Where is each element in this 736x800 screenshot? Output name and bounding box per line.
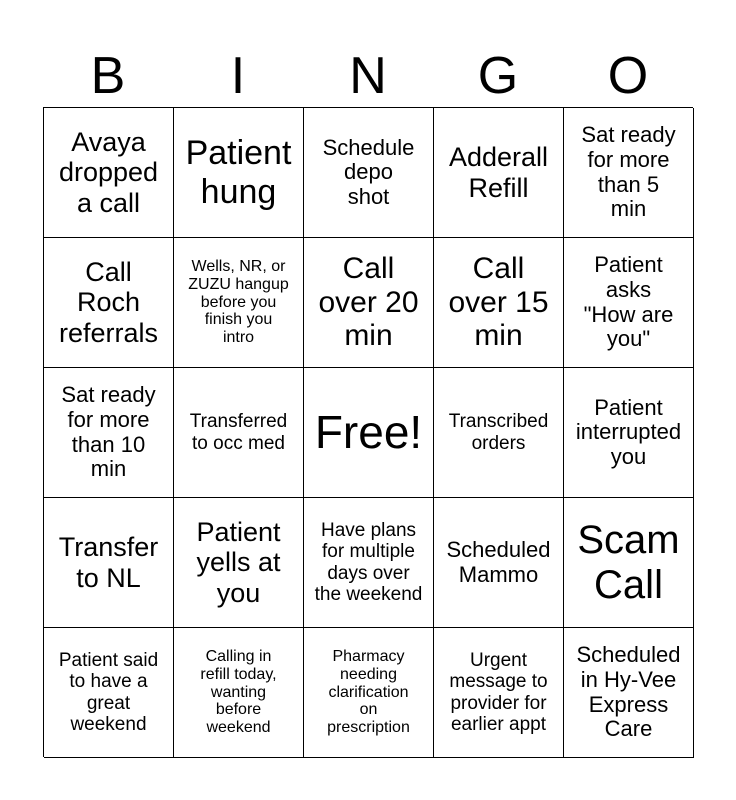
bingo-header <box>43 46 693 106</box>
cell-label: Schedule depo shot <box>322 134 415 209</box>
cell-label: Patient hung <box>185 134 292 211</box>
cell-label: Call over 20 min <box>318 252 419 353</box>
bingo-cell-r4-c1[interactable] <box>44 498 174 628</box>
bingo-cell-r5-c3[interactable] <box>304 628 434 758</box>
cell-label: Patient asks "How are you" <box>583 252 674 352</box>
header-letter-b: B <box>90 47 126 105</box>
cell-label: Pharmacy needing clarification on prescription <box>327 647 410 737</box>
cell-label: Avaya dropped a call <box>58 127 159 218</box>
bingo-cell-r1-c4[interactable] <box>434 108 564 238</box>
bingo-cell-r2-c3[interactable] <box>304 238 434 368</box>
bingo-cell-r3-c4[interactable] <box>434 368 564 498</box>
bingo-cell-r2-c1[interactable] <box>44 238 174 368</box>
bingo-cell-r1-c2[interactable] <box>174 108 304 238</box>
bingo-cell-r3-c5[interactable] <box>564 368 694 498</box>
header-letter-i: I <box>230 47 246 105</box>
cell-label: Scheduled Mammo <box>446 536 551 587</box>
bingo-cell-r5-c5[interactable] <box>564 628 694 758</box>
bingo-board <box>43 107 693 757</box>
bingo-cell-r5-c4[interactable] <box>434 628 564 758</box>
cell-label: Transferred to occ med <box>189 411 288 454</box>
header-letter-o: O <box>607 47 649 105</box>
cell-label: Sat ready for more than 10 min <box>61 382 156 482</box>
cell-label: Scheduled in Hy-Vee Express Care <box>576 642 681 742</box>
cell-label: Patient said to have a great weekend <box>58 649 159 735</box>
bingo-cell-r2-c2[interactable] <box>174 238 304 368</box>
free-space-label: Free! <box>314 405 423 458</box>
bingo-cell-r4-c3[interactable] <box>304 498 434 628</box>
cell-label: Scam Call <box>577 517 680 607</box>
bingo-cell-r2-c5[interactable] <box>564 238 694 368</box>
bingo-cell-r4-c2[interactable] <box>174 498 304 628</box>
bingo-cell-r4-c4[interactable] <box>434 498 564 628</box>
bingo-cell-r1-c1[interactable] <box>44 108 174 238</box>
bingo-cell-r3-c1[interactable] <box>44 368 174 498</box>
cell-label: Call Roch referrals <box>58 257 159 348</box>
header-letter-n: N <box>349 47 387 105</box>
bingo-cell-r5-c2[interactable] <box>174 628 304 758</box>
cell-label: Urgent message to provider for earlier appt <box>449 649 548 735</box>
bingo-cell-r3-c2[interactable] <box>174 368 304 498</box>
bingo-cell-r1-c5[interactable] <box>564 108 694 238</box>
cell-label: Patient interrupted you <box>575 394 682 469</box>
cell-label: Sat ready for more than 5 min <box>581 122 676 222</box>
cell-label: Patient yells at you <box>196 517 281 608</box>
cell-label: Wells, NR, or ZUZU hangup before you finish you intro <box>188 257 289 347</box>
bingo-cell-r4-c5[interactable] <box>564 498 694 628</box>
header-letter-g: G <box>477 47 519 105</box>
cell-label: Transfer to NL <box>58 532 159 593</box>
bingo-cell-r3-c3[interactable] <box>304 368 434 498</box>
cell-label: Calling in refill today, wanting before weekend <box>200 647 277 737</box>
cell-label: Have plans for multiple days over the weekend <box>314 519 423 605</box>
cell-label: Call over 15 min <box>448 252 549 353</box>
bingo-cell-r2-c4[interactable] <box>434 238 564 368</box>
bingo-cell-r5-c1[interactable] <box>44 628 174 758</box>
cell-label: Adderall Refill <box>448 142 549 203</box>
bingo-cell-r1-c3[interactable] <box>304 108 434 238</box>
cell-label: Transcribed orders <box>448 411 549 454</box>
